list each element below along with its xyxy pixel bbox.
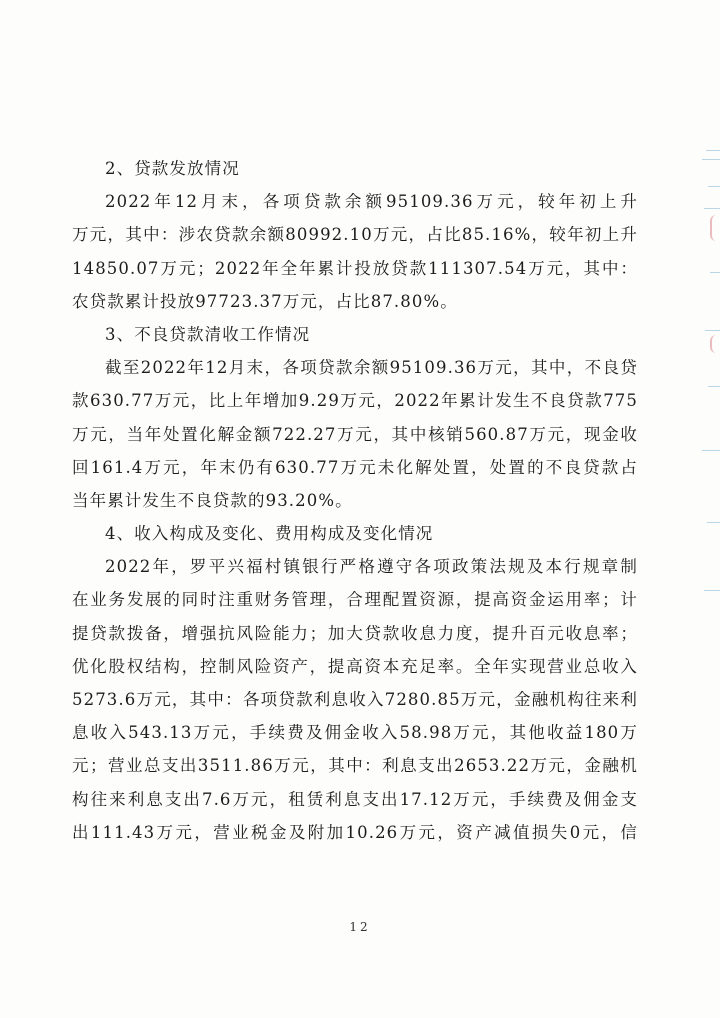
text-line: 3、不良贷款清收工作情况: [105, 324, 311, 344]
scan-stamp-mark: [710, 215, 720, 241]
document-body: [72, 152, 638, 849]
text-line: 出111.43万元，营业税金及附加10.26万元，资产减值损失0元，信: [72, 822, 638, 842]
page-number: 12: [349, 920, 371, 934]
scan-stamp-mark: [710, 335, 720, 353]
text-line: 回161.4万元，年末仍有630.77万元未化解处置，处置的不良贷款占: [72, 457, 638, 477]
text-line: 5273.6万元，其中：各项贷款利息收入7280.85万元，金融机构往来利: [72, 690, 638, 709]
text-line: 2022年12月末，各项贷款余额95109.36万元，较年初上升: [105, 192, 638, 212]
text-line: 万元，当年处置化解金额722.27万元，其中核销560.87万元，现金收: [72, 424, 638, 444]
text-line: 优化股权结构，控制风险资产，提高资本充足率。全年实现营业总收入: [72, 656, 638, 676]
text-line: 14850.07万元；2022年全年累计投放贷款111307.54万元，其中：: [72, 258, 638, 278]
text-line: 构往来利息支出7.6万元，租赁利息支出17.12万元，手续费及佣金支: [72, 789, 638, 809]
text-line: 元；营业总支出3511.86万元，其中：利息支出2653.22万元，金融机: [72, 756, 638, 776]
text-line: 提贷款拨备，增强抗风险能力；加大贷款收息力度，提升百元收息率；: [72, 623, 638, 643]
text-line: 农贷款累计投放97723.37万元，占比87.80%。: [72, 291, 458, 311]
text-line: 2022年，罗平兴福村镇银行严格遵守各项政策法规及本行规章制: [105, 557, 638, 577]
text-line: 截至2022年12月末，各项贷款余额95109.36万元，其中，不良贷: [105, 358, 638, 378]
text-line: 在业务发展的同时注重财务管理，合理配置资源，提高资金运用率；计: [72, 590, 638, 610]
text-line: 4、收入构成及变化、费用构成及变化情况: [105, 524, 434, 544]
text-line: 款630.77万元，比上年增加9.29万元，2022年累计发生不良贷款775: [72, 391, 638, 411]
text-line: 息收入543.13万元，手续费及佣金收入58.98万元，其他收益180万: [72, 723, 638, 743]
text-line: 当年累计发生不良贷款的93.20%。: [72, 490, 353, 510]
text-line: 2、贷款发放情况: [105, 159, 240, 178]
text-line: 万元，其中：涉农贷款余额80992.10万元，占比85.16%，较年初上升: [72, 225, 638, 245]
